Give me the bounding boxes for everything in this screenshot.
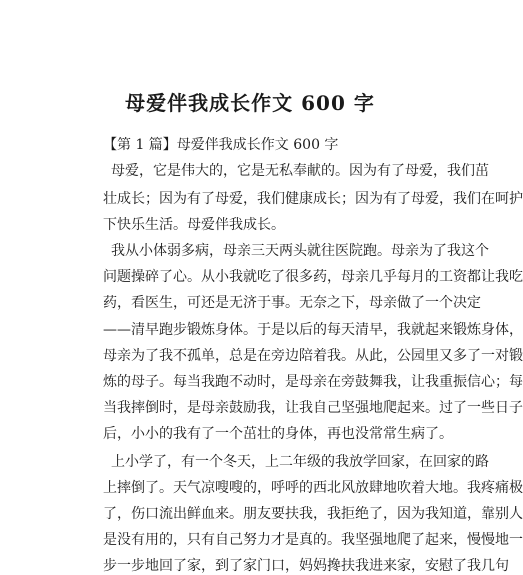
paragraph-3-line-5: 步一步地回了家，到了家门口，妈妈搀扶我进来家，安慰了我几句 bbox=[103, 558, 509, 574]
paragraph-1-line-1: 母爱，它是伟大的，它是无私奉献的。因为有了母爱，我们茁 bbox=[111, 163, 489, 179]
paragraph-2-line-3: 药，看医生，可还是无济于事。无奈之下，母亲做了一个决定 bbox=[103, 295, 481, 311]
paragraph-2-line-1: 我从小体弱多病，母亲三天两头就往医院跑。母亲为了我这个 bbox=[111, 243, 489, 259]
paragraph-2-line-8: 后，小小的我有了一个茁壮的身体，再也没常常生病了。 bbox=[103, 426, 453, 442]
paragraph-2-line-4: ——清早跑步锻炼身体。于是以后的每天清早，我就起来锻炼身体， bbox=[103, 322, 523, 338]
paragraph-2-line-2: 问题操碎了心。从小我就吃了很多药，母亲几乎每月的工资都让我吃 bbox=[103, 269, 523, 285]
paragraph-1-line-2: 壮成长；因为有了母爱，我们健康成长；因为有了母爱，我们在呵护 bbox=[103, 191, 523, 207]
paragraph-1-line-3: 下快乐生活。母爱伴我成长。 bbox=[103, 217, 285, 233]
paragraph-2-line-7: 当我摔倒时，是母亲鼓励我，让我自己坚强地爬起来。过了一些日子 bbox=[103, 400, 523, 416]
paragraph-3-line-4: 是没有用的，只有自己努力才是真的。我坚强地爬了起来，慢慢地一 bbox=[103, 532, 523, 548]
paragraph-3-line-3: 了，伤口流出鲜血来。朋友要扶我，我拒绝了，因为我知道，靠别人 bbox=[103, 506, 523, 522]
paragraph-2-line-6: 炼的母子。每当我跑不动时，是母亲在旁鼓舞我，让我重振信心；每 bbox=[103, 374, 523, 390]
section-heading: 【第 1 篇】母爱伴我成长作文 600 字 bbox=[103, 137, 339, 153]
paragraph-3-line-1: 上小学了，有一个冬天，上二年级的我放学回家，在回家的路 bbox=[111, 454, 489, 470]
document-title: 母爱伴我成长作文 600 字 bbox=[125, 91, 375, 115]
paragraph-2-line-5: 母亲为了我不孤单，总是在旁边陪着我。从此，公园里又多了一对锻 bbox=[103, 348, 523, 364]
paragraph-3-line-2: 上摔倒了。天气凉嗖嗖的，呼呼的西北风放肆地吹着大地。我疼痛极 bbox=[103, 480, 523, 496]
